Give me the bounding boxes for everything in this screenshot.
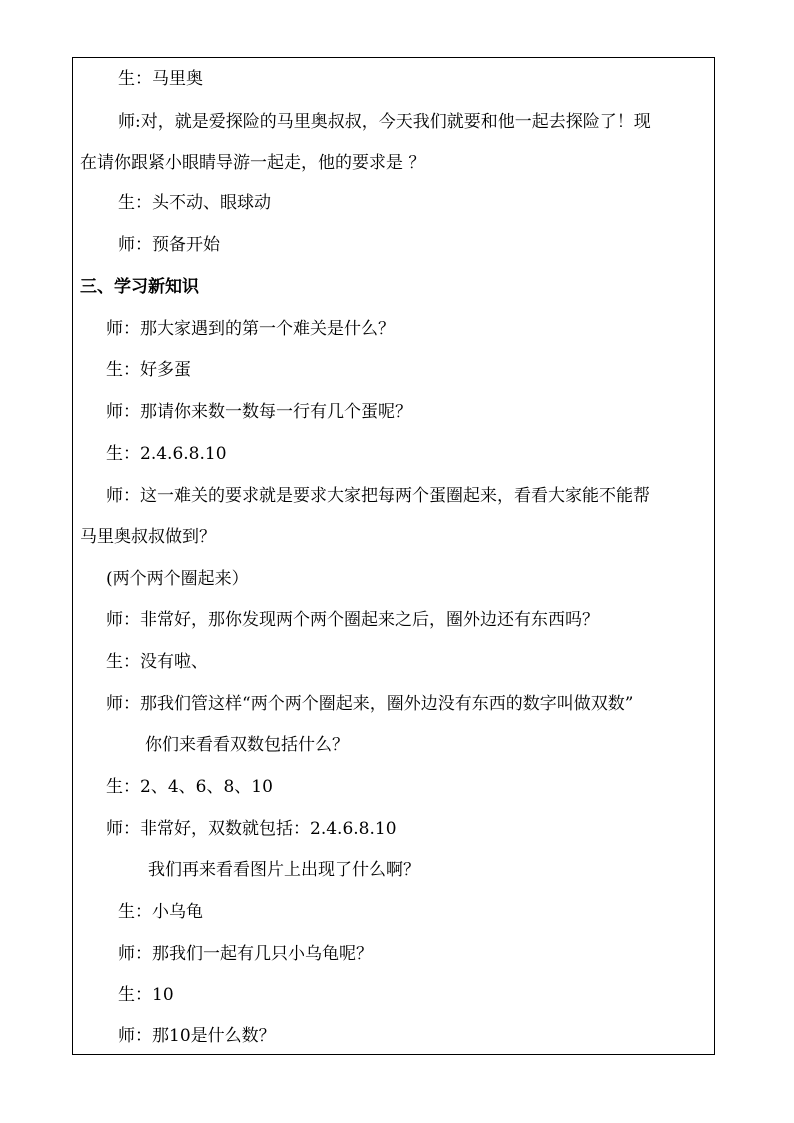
dialogue-line: 生：小乌龟 [118, 902, 203, 922]
dialogue-line: 在请你跟紧小眼睛导游一起走，他的要求是 ？ [80, 153, 426, 173]
dialogue-line: 生：好多蛋 [106, 360, 191, 380]
dialogue-line: 师：那10是什么数？ [118, 1026, 276, 1046]
dialogue-line: 生：没有啦、 [106, 652, 208, 672]
dialogue-line: 师：非常好，双数就包括：2.4.6.8.10 [106, 819, 397, 839]
dialogue-line: 师:对，就是爱探险的马里奥叔叔，今天我们就要和他一起去探险了！现 [118, 112, 651, 132]
dialogue-line: 生：马里奥 [118, 69, 203, 89]
dialogue-line: 师：那大家遇到的第一个难关是什么？ [106, 319, 395, 339]
section-heading: 三、学习新知识 [80, 277, 199, 297]
dialogue-line: 师：这一难关的要求就是要求大家把每两个蛋圈起来，看看大家能不能帮 [106, 486, 650, 506]
dialogue-line: 马里奥叔叔做到？ [80, 527, 216, 547]
dialogue-line: 生：10 [118, 985, 174, 1005]
dialogue-line: 师：预备开始 [118, 235, 220, 255]
dialogue-line: 师：那请你来数一数每一行有几个蛋呢？ [106, 402, 412, 422]
stage-note: (两个两个圈起来） [106, 569, 249, 589]
dialogue-line: 师：那我们管这样“两个两个圈起来，圈外边没有东西的数字叫做双数” [106, 694, 634, 714]
dialogue-line: 生：头不动、眼球动 [118, 193, 271, 213]
dialogue-line: 师：非常好，那你发现两个两个圈起来之后，圈外边还有东西吗？ [106, 610, 599, 630]
dialogue-line: 生：2、4、6、8、10 [106, 777, 273, 797]
dialogue-line: 师：那我们一起有几只小乌龟呢？ [118, 944, 373, 964]
dialogue-line: 生：2.4.6.8.10 [106, 444, 227, 464]
dialogue-line: 我们再来看看图片上出现了什么啊？ [148, 860, 420, 880]
dialogue-line: 你们来看看双数包括什么？ [145, 735, 349, 755]
